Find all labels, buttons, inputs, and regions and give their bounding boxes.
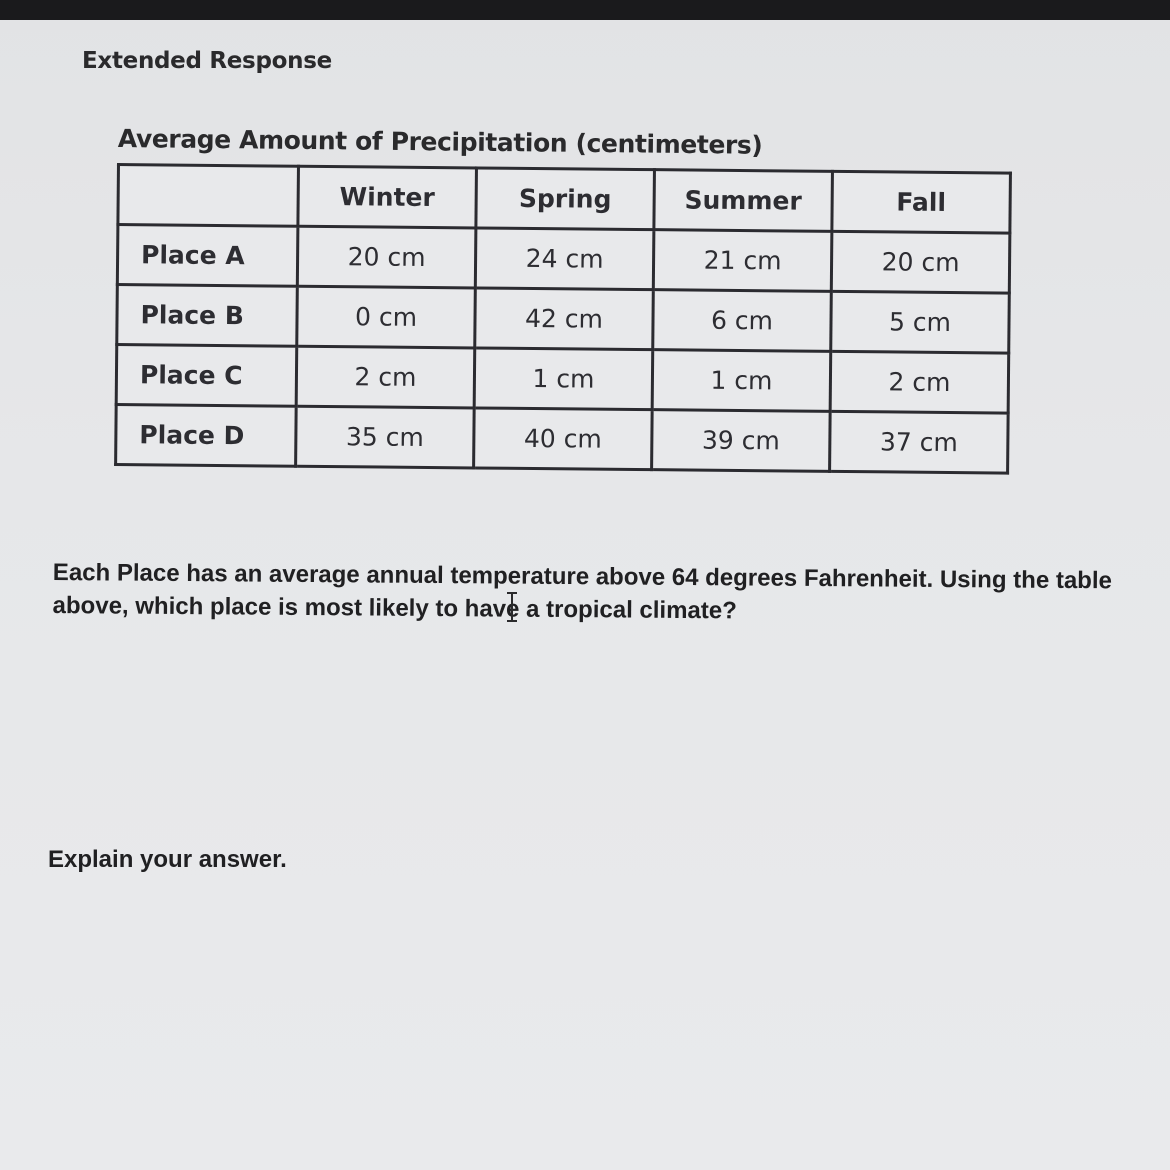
table-title: Average Amount of Precipitation (centimeters) <box>117 124 763 160</box>
table-cell: 20 cm <box>297 226 476 288</box>
table-cell: 6 cm <box>653 290 832 352</box>
column-header-spring: Spring <box>476 168 655 230</box>
section-heading: Extended Response <box>82 48 332 74</box>
text-cursor-icon <box>505 592 519 622</box>
table-cell: 40 cm <box>474 408 653 470</box>
table-cell: 2 cm <box>296 346 475 408</box>
table-cell: 1 cm <box>652 350 831 412</box>
row-header-place-b: Place B <box>117 285 298 347</box>
row-header-place-a: Place A <box>117 225 298 287</box>
precipitation-table <box>114 163 1012 475</box>
table-row <box>117 285 1010 354</box>
table-cell: 37 cm <box>830 411 1009 473</box>
column-header-fall: Fall <box>832 171 1011 233</box>
column-header-winter: Winter <box>298 166 477 228</box>
column-header-empty <box>118 165 299 227</box>
table-row <box>116 405 1009 474</box>
row-header-place-c: Place C <box>116 345 297 407</box>
table-cell: 5 cm <box>831 291 1010 353</box>
explain-prompt: Explain your answer. <box>48 846 287 873</box>
table-cell: 20 cm <box>831 231 1010 293</box>
table-cell: 24 cm <box>475 228 654 290</box>
question-text: Each Place has an average annual temperature above 64 degrees Fahrenheit. Using the table above, which place is most likely to have a tropical climate? <box>52 558 1113 625</box>
table-cell: 1 cm <box>474 348 653 410</box>
table-row <box>117 225 1010 294</box>
table-row <box>116 345 1009 414</box>
precipitation-table-wrapper <box>114 163 1012 475</box>
table-cell: 42 cm <box>475 288 654 350</box>
table-cell: 0 cm <box>297 286 476 348</box>
table-header-row <box>118 165 1011 234</box>
table-cell: 35 cm <box>296 406 475 468</box>
column-header-summer: Summer <box>654 170 833 232</box>
table-cell: 39 cm <box>652 410 831 472</box>
table-cell: 2 cm <box>830 351 1009 413</box>
top-bar <box>0 0 1170 20</box>
table-cell: 21 cm <box>653 230 832 292</box>
row-header-place-d: Place D <box>116 405 297 467</box>
